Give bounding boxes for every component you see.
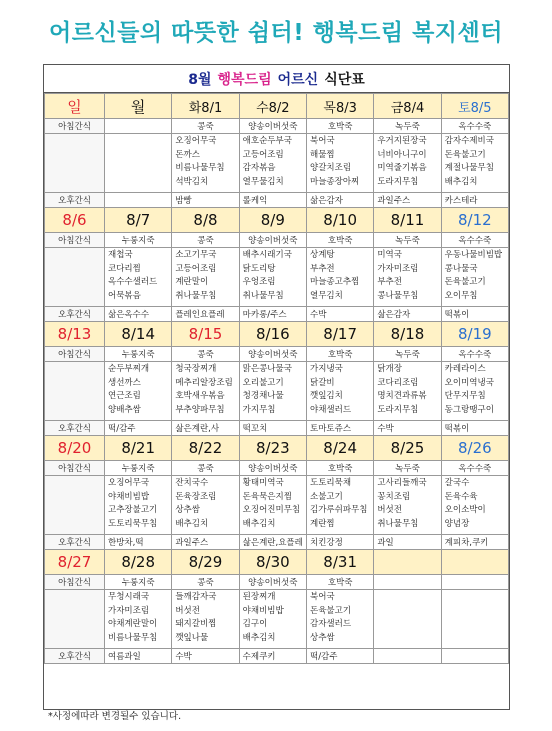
am-snack-cell: 녹두죽: [374, 461, 441, 476]
title-who: 어르신: [277, 71, 319, 88]
lunch-cell: [441, 590, 508, 649]
footnote: *사정에따라 변경될수 있습니다.: [48, 711, 182, 722]
lunch-cell: 감자수제비국 돈육불고기 계절나물무침 배추김치: [441, 134, 508, 193]
week-4-pm-row: [45, 535, 509, 550]
am-snack-cell: 양송이버섯죽: [239, 575, 306, 590]
pm-snack-cell: 수박: [374, 421, 441, 436]
lunch-cell: [374, 590, 441, 649]
day-cell: 8/14: [105, 322, 172, 347]
sheet-title: [44, 65, 509, 93]
day-cell: 8/21: [105, 436, 172, 461]
week-4-snack-row: [45, 461, 509, 476]
pm-snack-cell: 떡볶이: [441, 421, 508, 436]
pm-snack-cell: 수박: [306, 307, 373, 322]
day-cell: 8/9: [239, 208, 306, 233]
day-cell: 8/11: [374, 208, 441, 233]
lunch-cell: 배추시래기국 닭도리탕 우엉조림 취나물무침: [239, 248, 306, 307]
week-2-pm-row: [45, 307, 509, 322]
day-cell: 금8/4: [374, 94, 441, 119]
pm-snack-cell: 수박: [172, 649, 239, 664]
lunch-cell: 닭개장 코다리조림 명치견과류볶 도라지무침: [374, 362, 441, 421]
pm-snack-cell: 여름과일: [105, 649, 172, 664]
day-cell: 8/16: [239, 322, 306, 347]
week-1-pm-row: [45, 193, 509, 208]
day-cell: 8/20: [45, 436, 105, 461]
day-cell: 8/10: [306, 208, 373, 233]
week-3-pm-row: [45, 421, 509, 436]
pm-snack-cell: 과일: [374, 535, 441, 550]
lunch-cell: 된장찌개 야채비빔밥 김구이 배추김치: [239, 590, 306, 649]
lunch-cell: 청국장찌개 메추리알장조림 호박새우볶음 부추양파무침: [172, 362, 239, 421]
pm-snack-cell: 과일주스: [172, 535, 239, 550]
page-headline: 어르신들의 따뜻한 쉼터! 행복드림 복지센터: [49, 20, 503, 46]
lunch-label-empty: [45, 362, 105, 421]
pm-snack-label: 오후간식: [45, 307, 105, 322]
pm-snack-cell: 떡/감주: [306, 649, 373, 664]
day-cell: 8/7: [105, 208, 172, 233]
am-snack-label: 아침간식: [45, 233, 105, 248]
lunch-cell: 황태미역국 돈육묵은지찜 오징어진미무침 배추김치: [239, 476, 306, 535]
week-1-dayrow-row: [45, 94, 509, 119]
lunch-cell: 북어국 돈육불고기 감자샐러드 상추쌈: [306, 590, 373, 649]
lunch-cell: [105, 134, 172, 193]
week-1-lunch-row: [45, 134, 509, 193]
am-snack-cell: 양송이버섯죽: [239, 461, 306, 476]
am-snack-cell: 누룽지죽: [105, 233, 172, 248]
lunch-cell: 재첩국 코다리찜 옥수수샐러드 어묵볶음: [105, 248, 172, 307]
day-cell: 8/17: [306, 322, 373, 347]
pm-snack-cell: 삶은계란,사: [172, 421, 239, 436]
menu-sheet: [43, 64, 510, 710]
am-snack-cell: 녹두죽: [374, 347, 441, 362]
pm-snack-cell: 마카롱/주스: [239, 307, 306, 322]
lunch-cell: 들깨감자국 버섯전 돼지갈비찜 깻잎나물: [172, 590, 239, 649]
day-cell: 8/30: [239, 550, 306, 575]
day-cell: 8/8: [172, 208, 239, 233]
am-snack-cell: 누룽지죽: [105, 461, 172, 476]
week-2-dayrow-row: [45, 208, 509, 233]
pm-snack-cell: 토마토쥬스: [306, 421, 373, 436]
pm-snack-cell: 치킨강정: [306, 535, 373, 550]
title-month: 8월: [188, 71, 212, 88]
day-cell: 8/25: [374, 436, 441, 461]
lunch-cell: 잔치국수 돈육장조림 상추쌈 배추김치: [172, 476, 239, 535]
pm-snack-label: 오후간식: [45, 421, 105, 436]
day-cell: 8/26: [441, 436, 508, 461]
day-cell: 토8/5: [441, 94, 508, 119]
lunch-label-empty: [45, 590, 105, 649]
pm-snack-label: 오후간식: [45, 193, 105, 208]
am-snack-cell: 콩죽: [172, 461, 239, 476]
am-snack-cell: 콩죽: [172, 233, 239, 248]
lunch-label-empty: [45, 248, 105, 307]
am-snack-cell: 호박죽: [306, 347, 373, 362]
day-cell: 수8/2: [239, 94, 306, 119]
pm-snack-cell: 삶은옥수수: [105, 307, 172, 322]
am-snack-cell: 호박죽: [306, 233, 373, 248]
lunch-cell: 미역국 가자미조림 부추전 콩나물무침: [374, 248, 441, 307]
am-snack-cell: 누룽지죽: [105, 347, 172, 362]
day-cell: 8/29: [172, 550, 239, 575]
day-cell: 8/18: [374, 322, 441, 347]
day-cell: 화8/1: [172, 94, 239, 119]
pm-snack-cell: 플레인요플레: [172, 307, 239, 322]
pm-snack-cell: 삶은감자: [306, 193, 373, 208]
am-snack-cell: 콩죽: [172, 347, 239, 362]
title-center: 행복드림: [217, 71, 272, 88]
am-snack-cell: 양송이버섯죽: [239, 347, 306, 362]
pm-snack-cell: 한방차,떡: [105, 535, 172, 550]
am-snack-cell: 녹두죽: [374, 233, 441, 248]
lunch-cell: 맑은콩나물국 오리불고기 청경채나물 가지무침: [239, 362, 306, 421]
am-snack-cell: [441, 575, 508, 590]
day-cell: 8/12: [441, 208, 508, 233]
week-3-snack-row: [45, 347, 509, 362]
am-snack-label: 아침간식: [45, 119, 105, 134]
pm-snack-cell: 떡꼬치: [239, 421, 306, 436]
day-cell: 8/24: [306, 436, 373, 461]
am-snack-cell: 옥수수죽: [441, 119, 508, 134]
am-snack-cell: 호박죽: [306, 119, 373, 134]
am-snack-cell: 옥수수죽: [441, 347, 508, 362]
lunch-cell: 상계탕 부추전 마늘종고추찜 열무김치: [306, 248, 373, 307]
lunch-label-empty: [45, 134, 105, 193]
title-menu: 식단표: [324, 71, 365, 88]
pm-snack-label: 오후간식: [45, 649, 105, 664]
am-snack-cell: [105, 119, 172, 134]
pm-snack-cell: 밤빵: [172, 193, 239, 208]
day-cell: 8/27: [45, 550, 105, 575]
day-cell: 목8/3: [306, 94, 373, 119]
lunch-cell: 카레라이스 오이미역냉국 단무지무침 동그랑땡구이: [441, 362, 508, 421]
week-3-lunch-row: [45, 362, 509, 421]
week-2-snack-row: [45, 233, 509, 248]
am-snack-cell: 옥수수죽: [441, 461, 508, 476]
day-cell: [374, 550, 441, 575]
week-2-lunch-row: [45, 248, 509, 307]
pm-snack-cell: 삶은감자: [374, 307, 441, 322]
week-3-dayrow-row: [45, 322, 509, 347]
lunch-cell: 오징어무국 돈까스 비름나물무침 석박김치: [172, 134, 239, 193]
am-snack-label: 아침간식: [45, 347, 105, 362]
pm-snack-cell: [105, 193, 172, 208]
day-cell: 8/13: [45, 322, 105, 347]
day-cell: 8/6: [45, 208, 105, 233]
lunch-cell: 북어국 해물찜 양갈치조림 마늘종장아찌: [306, 134, 373, 193]
day-cell: 일: [45, 94, 105, 119]
lunch-cell: 무청시래국 가자미조림 야채계란말이 비름나물무침: [105, 590, 172, 649]
pm-snack-label: 오후간식: [45, 535, 105, 550]
day-cell: 8/19: [441, 322, 508, 347]
week-5-dayrow-row: [45, 550, 509, 575]
pm-snack-cell: [441, 649, 508, 664]
lunch-cell: 가지냉국 닭갈비 깻잎김치 야채샐러드: [306, 362, 373, 421]
am-snack-cell: 녹두죽: [374, 119, 441, 134]
day-cell: 8/23: [239, 436, 306, 461]
day-cell: 월: [105, 94, 172, 119]
lunch-cell: 애호순두부국 고등어조림 감자볶음 열무물김치: [239, 134, 306, 193]
day-cell: [441, 550, 508, 575]
am-snack-cell: 호박죽: [306, 461, 373, 476]
am-snack-label: 아침간식: [45, 575, 105, 590]
day-cell: 8/15: [172, 322, 239, 347]
pm-snack-cell: 롤케익: [239, 193, 306, 208]
pm-snack-cell: 떡볶이: [441, 307, 508, 322]
am-snack-cell: 옥수수죽: [441, 233, 508, 248]
pm-snack-cell: 계피차,쿠키: [441, 535, 508, 550]
am-snack-label: 아침간식: [45, 461, 105, 476]
pm-snack-cell: 과일주스: [374, 193, 441, 208]
pm-snack-cell: 삶은계란,요플레: [239, 535, 306, 550]
am-snack-cell: 콩죽: [172, 119, 239, 134]
am-snack-cell: 양송이버섯죽: [239, 119, 306, 134]
pm-snack-cell: 떡/감주: [105, 421, 172, 436]
lunch-cell: 순두부찌개 생선까스 연근조림 양배추쌈: [105, 362, 172, 421]
lunch-cell: 오징어무국 야채비빔밥 고추장불고기 도토리묵무침: [105, 476, 172, 535]
week-5-snack-row: [45, 575, 509, 590]
am-snack-cell: 양송이버섯죽: [239, 233, 306, 248]
lunch-cell: 갈국수 돈육수육 오이소박이 양념장: [441, 476, 508, 535]
lunch-cell: 도토리묵채 소불고기 김가루쉬파무침 계란찜: [306, 476, 373, 535]
week-5-lunch-row: [45, 590, 509, 649]
week-1-snack-row: [45, 119, 509, 134]
pm-snack-cell: [374, 649, 441, 664]
lunch-cell: 우동나물비빔밥 콩나물국 돈육불고기 오이무침: [441, 248, 508, 307]
am-snack-cell: 호박죽: [306, 575, 373, 590]
day-cell: 8/22: [172, 436, 239, 461]
week-5-pm-row: [45, 649, 509, 664]
day-cell: 8/31: [306, 550, 373, 575]
week-4-lunch-row: [45, 476, 509, 535]
lunch-cell: 고사리들깨국 꽁치조림 버섯전 취나물무침: [374, 476, 441, 535]
lunch-label-empty: [45, 476, 105, 535]
am-snack-cell: 콩죽: [172, 575, 239, 590]
pm-snack-cell: 카스테라: [441, 193, 508, 208]
day-cell: 8/28: [105, 550, 172, 575]
am-snack-cell: 누룽지죽: [105, 575, 172, 590]
lunch-cell: 소고기무국 고등어조림 계란말이 취나물무침: [172, 248, 239, 307]
lunch-cell: 우거지된장국 너비아니구이 미역줄기볶음 도라지무침: [374, 134, 441, 193]
week-4-dayrow-row: [45, 436, 509, 461]
pm-snack-cell: 수제쿠키: [239, 649, 306, 664]
am-snack-cell: [374, 575, 441, 590]
menu-table: [44, 93, 509, 664]
